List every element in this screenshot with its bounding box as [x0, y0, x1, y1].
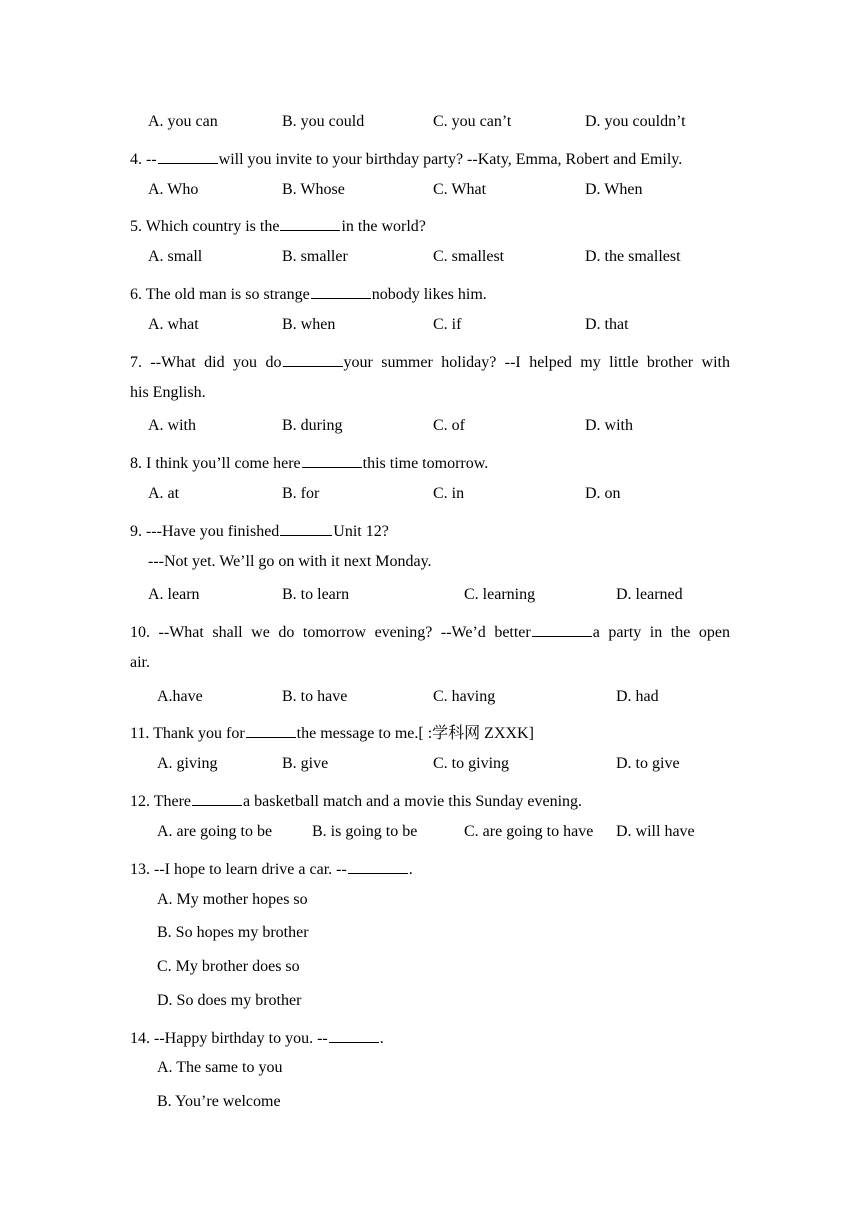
- q5-option-a: A. small: [148, 248, 203, 265]
- q10-option-d: D. had: [616, 688, 659, 705]
- q12-option-a: A. are going to be: [157, 823, 273, 840]
- q8-option-a: A. at: [148, 485, 180, 502]
- q10-option-c: C. having: [433, 688, 496, 705]
- q14-text-pre: 14. --Happy birthday to you. --: [130, 1030, 328, 1047]
- q9-text-post: Unit 12?: [333, 523, 389, 540]
- question-11: [130, 722, 534, 742]
- q4-text-post: will you invite to your birthday party? --Katy, Emma, Robert and Emily.: [218, 151, 683, 168]
- q6-text-pre: 6. The old man is so strange: [130, 286, 310, 303]
- q12-text-pre: 12. There: [130, 793, 192, 810]
- q9-option-a: A. learn: [148, 586, 200, 603]
- q5-option-b: B. smaller: [282, 248, 348, 265]
- question-14: [130, 1027, 384, 1047]
- q4-option-b: B. Whose: [282, 181, 345, 198]
- q11-option-c: C. to giving: [433, 755, 510, 772]
- answer-blank: [158, 148, 218, 164]
- question-8: [130, 452, 488, 472]
- q11-option-b: B. give: [282, 755, 329, 772]
- answer-blank: [532, 621, 592, 637]
- q14-option-a: A. The same to you: [157, 1059, 283, 1076]
- q7-option-b: B. during: [282, 417, 343, 434]
- question-12: [130, 790, 582, 810]
- q10-text-pre: 10. --What shall we do tomorrow evening? --We’d better: [130, 624, 531, 641]
- q11-option-d: D. to give: [616, 755, 680, 772]
- q12-option-b: B. is going to be: [312, 823, 418, 840]
- q10-text-continued: air.: [130, 654, 150, 671]
- q5-text-pre: 5. Which country is the: [130, 218, 280, 235]
- q13-option-c: C. My brother does so: [157, 958, 300, 975]
- q8-option-c: C. in: [433, 485, 465, 502]
- q4-option-d: D. When: [585, 181, 643, 198]
- q6-option-d: D. that: [585, 316, 629, 333]
- q9-option-c: C. learning: [464, 586, 536, 603]
- q11-text-pre: 11. Thank you for: [130, 725, 245, 742]
- q7-option-d: D. with: [585, 417, 633, 434]
- q8-text-pre: 8. I think you’ll come here: [130, 455, 301, 472]
- answer-blank: [280, 215, 340, 231]
- q3-option-a: A. you can: [148, 113, 218, 130]
- answer-blank: [302, 452, 362, 468]
- q3-option-d: D. you couldn’t: [585, 113, 686, 130]
- q8-text-post: this time tomorrow.: [362, 455, 489, 472]
- answer-blank: [311, 283, 371, 299]
- q9-reply: ---Not yet. We’ll go on with it next Monday.: [148, 553, 432, 570]
- question-7: [130, 351, 730, 371]
- question-10: [130, 621, 730, 641]
- q12-text-post: a basketball match and a movie this Sunday evening.: [243, 793, 583, 810]
- q13-option-d: D. So does my brother: [157, 992, 302, 1009]
- q10-option-b: B. to have: [282, 688, 348, 705]
- question-13: [130, 858, 413, 878]
- q5-text-post: in the world?: [341, 218, 426, 235]
- q9-option-b: B. to learn: [282, 586, 350, 603]
- q13-option-b: B. So hopes my brother: [157, 924, 309, 941]
- answer-blank: [192, 790, 242, 806]
- q13-text-pre: 13. --I hope to learn drive a car. --: [130, 861, 347, 878]
- q10-option-a: A.have: [157, 688, 203, 705]
- answer-blank: [348, 858, 408, 874]
- answer-blank: [283, 351, 343, 367]
- q7-text-pre: 7. --What did you do: [130, 354, 282, 371]
- q12-option-c: C. are going to have: [464, 823, 594, 840]
- q4-text-pre: 4. --: [130, 151, 157, 168]
- question-6: [130, 283, 487, 303]
- q4-option-a: A. Who: [148, 181, 199, 198]
- q14-option-b: B. You’re welcome: [157, 1093, 281, 1110]
- question-9: [130, 520, 389, 540]
- q4-option-c: C. What: [433, 181, 487, 198]
- q7-option-c: C. of: [433, 417, 465, 434]
- q6-option-a: A. what: [148, 316, 199, 333]
- q5-option-d: D. the smallest: [585, 248, 681, 265]
- q8-option-d: D. on: [585, 485, 621, 502]
- q6-option-b: B. when: [282, 316, 336, 333]
- q3-option-b: B. you could: [282, 113, 365, 130]
- q14-text-post: .: [379, 1030, 384, 1047]
- q11-text-post: the message to me.[ :学科网 ZXXK]: [296, 725, 534, 742]
- q6-option-c: C. if: [433, 316, 462, 333]
- q7-text-continued: his English.: [130, 384, 206, 401]
- answer-blank: [280, 520, 332, 536]
- q3-option-c: C. you can’t: [433, 113, 512, 130]
- q9-option-d: D. learned: [616, 586, 683, 603]
- q8-option-b: B. for: [282, 485, 320, 502]
- q13-option-a: A. My mother hopes so: [157, 891, 308, 908]
- q6-text-post: nobody likes him.: [371, 286, 487, 303]
- q13-text-post: .: [408, 861, 413, 878]
- question-5: [130, 215, 426, 235]
- q5-option-c: C. smallest: [433, 248, 505, 265]
- question-4: [130, 148, 682, 168]
- q9-text-pre: 9. ---Have you finished: [130, 523, 280, 540]
- q11-option-a: A. giving: [157, 755, 218, 772]
- answer-blank: [246, 722, 296, 738]
- q10-text-post: a party in the open: [592, 624, 730, 641]
- q7-text-post: your summer holiday? --I helped my little brother with: [343, 354, 731, 371]
- q7-option-a: A. with: [148, 417, 196, 434]
- q12-option-d: D. will have: [616, 823, 695, 840]
- answer-blank: [329, 1027, 379, 1043]
